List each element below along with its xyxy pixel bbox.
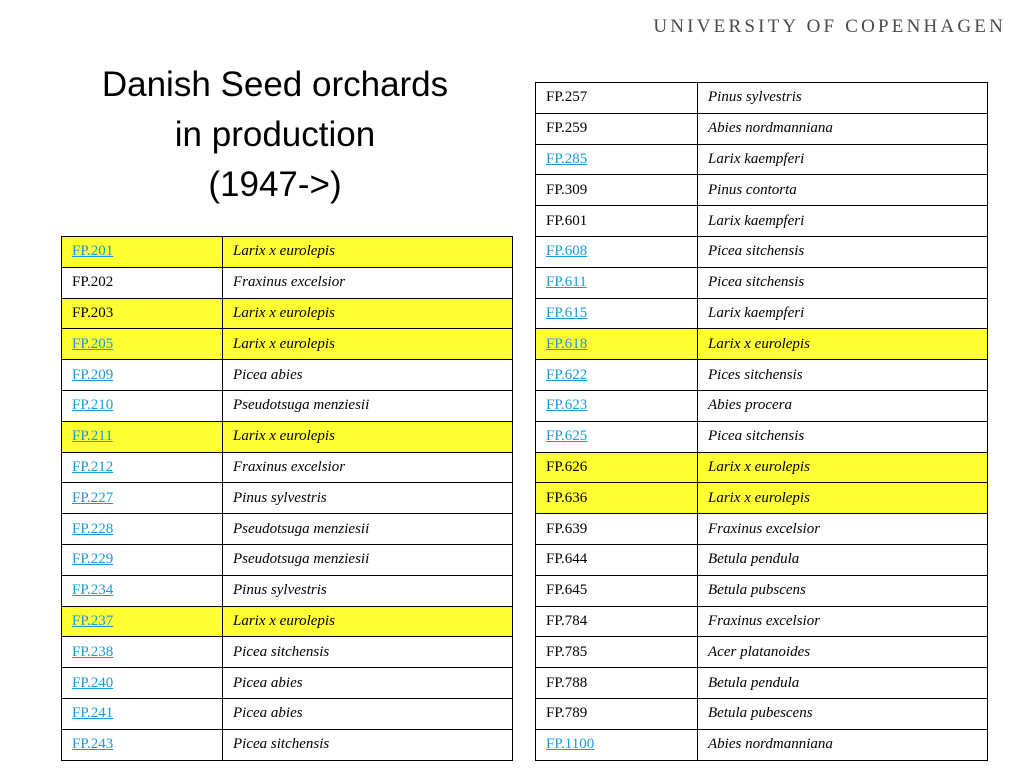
species-cell <box>223 637 513 668</box>
table-row <box>536 668 988 699</box>
species-name: Larix x eurolepis <box>233 428 335 445</box>
table-row <box>536 236 988 267</box>
orchard-code-link[interactable]: FP.243 <box>72 736 114 753</box>
species-name: Pseudotsuga menziesii <box>233 551 370 568</box>
orchard-code-cell <box>536 575 698 606</box>
orchard-code-link[interactable]: FP.227 <box>72 489 114 506</box>
orchard-code: FP.259 <box>546 120 588 137</box>
species-name: Larix kaempferi <box>708 150 805 167</box>
species-name: Betula pendula <box>708 674 800 691</box>
orchard-code-cell <box>536 360 698 391</box>
table-row <box>62 637 513 668</box>
table-row <box>62 329 513 360</box>
orchard-code: FP.626 <box>546 458 588 475</box>
orchard-code-cell <box>536 483 698 514</box>
species-cell <box>698 113 988 144</box>
species-cell <box>223 514 513 545</box>
orchard-code-cell <box>62 606 223 637</box>
species-cell <box>698 206 988 237</box>
orchard-code-link[interactable]: FP.285 <box>546 150 588 167</box>
orchard-code-link[interactable]: FP.615 <box>546 304 588 321</box>
species-cell <box>698 544 988 575</box>
species-cell <box>698 637 988 668</box>
table-row <box>62 729 513 760</box>
table-row <box>536 514 988 545</box>
species-name: Pinus sylvestris <box>708 89 802 106</box>
species-name: Larix x eurolepis <box>233 335 335 352</box>
table-row <box>62 298 513 329</box>
orchard-code: FP.601 <box>546 212 588 229</box>
table-row <box>536 83 988 114</box>
table-row <box>536 144 988 175</box>
orchard-code: FP.789 <box>546 705 588 722</box>
species-name: Pices sitchensis <box>708 366 803 383</box>
orchard-code-cell <box>536 452 698 483</box>
table-row <box>536 113 988 144</box>
table-row <box>536 698 988 729</box>
species-cell <box>698 144 988 175</box>
seed-orchard-table-left <box>61 236 513 761</box>
orchard-code: FP.785 <box>546 643 588 660</box>
table-row <box>536 329 988 360</box>
species-cell <box>698 360 988 391</box>
species-cell <box>698 668 988 699</box>
species-cell <box>223 483 513 514</box>
orchard-code-cell <box>536 144 698 175</box>
orchard-code: FP.202 <box>72 274 114 291</box>
species-cell <box>698 575 988 606</box>
table-row <box>536 452 988 483</box>
orchard-code-cell <box>536 236 698 267</box>
species-cell <box>223 606 513 637</box>
table-row <box>62 390 513 421</box>
species-cell <box>223 544 513 575</box>
orchard-code-cell <box>62 360 223 391</box>
table-row <box>62 668 513 699</box>
orchard-code-cell <box>62 729 223 760</box>
orchard-code-cell <box>536 544 698 575</box>
species-name: Pseudotsuga menziesii <box>233 520 370 537</box>
species-name: Picea sitchensis <box>708 243 805 260</box>
orchard-code-link[interactable]: FP.210 <box>72 397 114 414</box>
species-name: Pinus sylvestris <box>233 582 327 599</box>
university-logo-text: UNIVERSITY OF COPENHAGEN <box>653 16 1006 37</box>
table-row <box>62 421 513 452</box>
orchard-code-cell <box>536 390 698 421</box>
orchard-code-cell <box>536 729 698 760</box>
table-row <box>536 575 988 606</box>
orchard-code-cell <box>536 206 698 237</box>
species-cell <box>223 575 513 606</box>
species-cell <box>698 452 988 483</box>
seed-orchard-table-right <box>535 82 988 761</box>
table-row <box>536 729 988 760</box>
orchard-code: FP.257 <box>546 89 588 106</box>
table-row <box>62 267 513 298</box>
species-name: Larix kaempferi <box>708 212 805 229</box>
orchard-code: FP.645 <box>546 582 588 599</box>
species-name: Larix kaempferi <box>708 304 805 321</box>
species-name: Abies nordmanniana <box>708 120 833 137</box>
table-row <box>62 698 513 729</box>
table-row <box>62 483 513 514</box>
table-row <box>62 606 513 637</box>
orchard-code-link[interactable]: FP.241 <box>72 705 114 722</box>
orchard-code-cell <box>536 113 698 144</box>
species-cell <box>698 390 988 421</box>
species-cell <box>223 360 513 391</box>
orchard-code-cell <box>62 329 223 360</box>
orchard-code: FP.644 <box>546 551 588 568</box>
species-cell <box>698 175 988 206</box>
orchard-code-cell <box>62 267 223 298</box>
species-name: Picea abies <box>233 674 303 691</box>
species-cell <box>223 729 513 760</box>
species-name: Pinus contorta <box>708 181 797 198</box>
species-name: Betula pendula <box>708 551 800 568</box>
species-cell <box>223 237 513 268</box>
species-name: Larix x eurolepis <box>233 304 335 321</box>
orchard-code-link[interactable]: FP.608 <box>546 243 588 260</box>
species-name: Abies procera <box>708 397 793 414</box>
table-row <box>536 175 988 206</box>
species-name: Picea abies <box>233 366 303 383</box>
page-title <box>40 60 510 210</box>
orchard-code-cell <box>536 175 698 206</box>
orchard-code: FP.636 <box>546 489 588 506</box>
orchard-code: FP.639 <box>546 520 588 537</box>
species-name: Fraxinus excelsior <box>708 520 821 537</box>
table-row <box>536 637 988 668</box>
orchard-code-link[interactable]: FP.1100 <box>546 736 595 753</box>
table-row <box>62 237 513 268</box>
table-row <box>62 544 513 575</box>
orchard-code-cell <box>62 575 223 606</box>
species-name: Pseudotsuga menziesii <box>233 397 370 414</box>
species-cell <box>223 668 513 699</box>
table-row <box>536 421 988 452</box>
orchard-code-cell <box>62 483 223 514</box>
species-cell <box>223 267 513 298</box>
species-cell <box>698 298 988 329</box>
orchard-code-link[interactable]: FP.205 <box>72 335 114 352</box>
orchard-code-cell <box>536 329 698 360</box>
orchard-code-link[interactable]: FP.212 <box>72 458 114 475</box>
species-name: Larix x eurolepis <box>233 243 335 260</box>
orchard-code-cell <box>62 237 223 268</box>
table-row <box>536 390 988 421</box>
orchard-code-cell <box>536 668 698 699</box>
orchard-code-cell <box>536 637 698 668</box>
table-row <box>62 575 513 606</box>
orchard-code-cell <box>62 514 223 545</box>
orchard-code-cell <box>536 298 698 329</box>
table-row <box>536 544 988 575</box>
title-line-1: Danish Seed orchards <box>101 65 449 104</box>
orchard-code-link[interactable]: FP.625 <box>546 428 588 445</box>
orchard-code-cell <box>62 668 223 699</box>
species-cell <box>698 729 988 760</box>
orchard-code-link[interactable]: FP.618 <box>546 335 588 352</box>
table-row <box>536 267 988 298</box>
table-row <box>536 298 988 329</box>
species-cell <box>698 329 988 360</box>
orchard-code-link[interactable]: FP.209 <box>72 366 114 383</box>
species-cell <box>698 606 988 637</box>
orchard-code-link[interactable]: FP.622 <box>546 366 588 383</box>
table-row <box>536 360 988 391</box>
species-cell <box>223 390 513 421</box>
species-name: Larix x eurolepis <box>708 335 810 352</box>
orchard-code-link[interactable]: FP.211 <box>72 428 113 445</box>
species-cell <box>223 298 513 329</box>
orchard-code-cell <box>62 298 223 329</box>
orchard-code-link[interactable]: FP.234 <box>72 582 114 599</box>
orchard-code: FP.784 <box>546 612 588 629</box>
species-name: Betula pubscens <box>708 582 806 599</box>
orchard-code-link[interactable]: FP.229 <box>72 551 114 568</box>
species-cell <box>698 698 988 729</box>
species-cell <box>698 483 988 514</box>
species-name: Betula pubescens <box>708 705 813 722</box>
species-name: Fraxinus excelsior <box>233 458 346 475</box>
table-row <box>536 206 988 237</box>
orchard-code-link[interactable]: FP.201 <box>72 243 114 260</box>
title-line-2: in production <box>174 115 376 154</box>
species-name: Pinus sylvestris <box>233 489 327 506</box>
species-cell <box>223 452 513 483</box>
orchard-code-cell <box>62 544 223 575</box>
orchard-code-link[interactable]: FP.237 <box>72 612 114 629</box>
table-row <box>62 514 513 545</box>
table-row <box>62 452 513 483</box>
species-name: Larix x eurolepis <box>708 489 810 506</box>
orchard-code-cell <box>62 698 223 729</box>
species-name: Fraxinus excelsior <box>233 274 346 291</box>
title-line-3: (1947->) <box>208 165 342 204</box>
species-name: Picea sitchensis <box>708 274 805 291</box>
species-cell <box>698 421 988 452</box>
orchard-code: FP.788 <box>546 674 588 691</box>
orchard-code-link[interactable]: FP.228 <box>72 520 114 537</box>
orchard-code-cell <box>536 83 698 114</box>
orchard-code-link[interactable]: FP.238 <box>72 643 114 660</box>
species-cell <box>698 236 988 267</box>
species-name: Picea sitchensis <box>233 643 330 660</box>
table-row <box>536 483 988 514</box>
species-name: Picea sitchensis <box>708 428 805 445</box>
orchard-code-cell <box>536 698 698 729</box>
species-cell <box>223 421 513 452</box>
table-row <box>62 360 513 391</box>
species-cell <box>698 514 988 545</box>
orchard-code-cell <box>62 452 223 483</box>
species-name: Fraxinus excelsior <box>708 612 821 629</box>
orchard-code-cell <box>62 390 223 421</box>
orchard-code-cell <box>536 606 698 637</box>
orchard-code-cell <box>62 637 223 668</box>
orchard-code-cell <box>536 514 698 545</box>
orchard-code-link[interactable]: FP.623 <box>546 397 588 414</box>
orchard-code-cell <box>62 421 223 452</box>
species-name: Larix x eurolepis <box>708 458 810 475</box>
orchard-code-cell <box>536 421 698 452</box>
orchard-code: FP.203 <box>72 304 114 321</box>
species-cell <box>223 329 513 360</box>
species-name: Picea sitchensis <box>233 736 330 753</box>
species-name: Larix x eurolepis <box>233 612 335 629</box>
species-cell <box>223 698 513 729</box>
species-name: Picea abies <box>233 705 303 722</box>
species-name: Acer platanoides <box>708 643 811 660</box>
orchard-code-cell <box>536 267 698 298</box>
orchard-code-link[interactable]: FP.240 <box>72 674 114 691</box>
orchard-code-link[interactable]: FP.611 <box>546 274 587 291</box>
species-cell <box>698 267 988 298</box>
species-name: Abies nordmanniana <box>708 736 833 753</box>
orchard-code: FP.309 <box>546 181 588 198</box>
table-row <box>536 606 988 637</box>
species-cell <box>698 83 988 114</box>
